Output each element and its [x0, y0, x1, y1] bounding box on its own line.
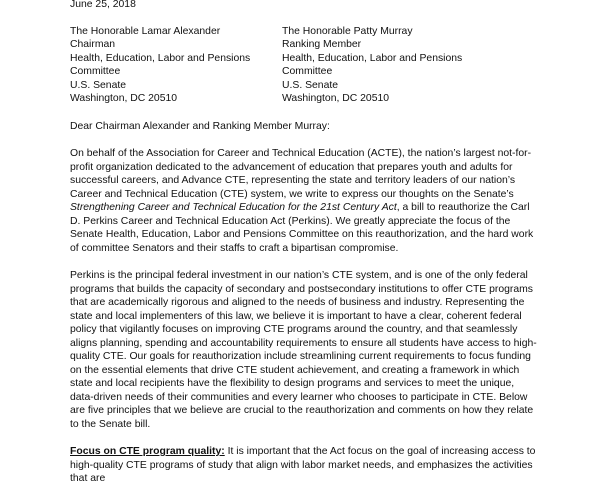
recipient-left-city: Washington, DC 20510 — [70, 93, 178, 104]
paragraph-intro — [70, 147, 538, 255]
recipient-right-committee: Health, Education, Labor and Pensions — [282, 52, 463, 64]
principle-body: It is important that the Act focus on the goal of increasing access to high-quality CTE programs of study that align with labor market needs, and emphasizes the activities that are — [70, 446, 536, 484]
recipient-right-name: The Honorable Patty Murray — [282, 25, 413, 37]
paragraph-intro-text-2: , a bill to reauthorize the Carl D. Perkins Career and Technical Education Act (Perkins). We greatly appreciate the focus of the Senate Health, Education, Labor and Pensions Committee on this reauthorization, and the hard work of committee Senators and their staffs to craft a bipartisan compromise. — [70, 202, 534, 254]
recipient-right-title: Ranking Member — [282, 39, 362, 50]
recipient-left — [70, 25, 282, 106]
salutation: Dear Chairman Alexander and Ranking Member Murray: — [70, 120, 330, 132]
recipient-block — [70, 25, 540, 106]
bill-title: Strengthening Career and Technical Education for the 21st Century Act — [70, 202, 397, 213]
paragraph-perkins: Perkins is the principal federal investment in our nation’s CTE system, and is one of the only federal programs that builds the capacity of secondary and postsecondary institutions to offer CTE programs that are academically rigorous and aligned to the needs of business and industry. Representing the state and local implementers of this law, we believe it is important to have a clear, coherent federal policy that vigilantly focuses on improving CTE programs around the country, and that seamlessly aligns planning, spending and accountability requirements to ensure all students have access to high-quality CTE. Our goals for reauthorization include streamlining current requirements to focus funding on the essential elements that drive CTE student achievement, and creating a framework in which state and local recipients have the flexibility to design programs and services to meet the unique, data-driven needs of their communities and every learner who chooses to participate in CTE. Below are five principles that we believe are crucial to the reauthorization and comments on how they relate to the Senate bill. — [70, 270, 537, 430]
recipient-left-committee-2: Committee — [70, 66, 121, 77]
recipient-left-title: Chairman — [70, 39, 116, 50]
recipient-left-name: The Honorable Lamar Alexander — [70, 25, 221, 37]
paragraph-intro-text: On behalf of the Association for Career and Technical Education (ACTE), the nation’s largest not-for-profit organization dedicated to the advancement of education that prepares youth and adults for successful careers, and Advance CTE, representing the state and territory leaders of our nation’s Career and Technical Education (CTE) system, we write to express our thoughts on the Senate’s — [70, 148, 532, 200]
letter-date: June 25, 2018 — [70, 0, 136, 10]
recipient-left-committee: Health, Education, Labor and Pensions — [70, 52, 251, 64]
recipient-right-committee-2: Committee — [282, 66, 333, 77]
letter-page — [70, 0, 540, 486]
recipient-left-senate: U.S. Senate — [70, 79, 127, 91]
principle-heading: Focus on CTE program quality: — [70, 446, 225, 457]
recipient-right — [282, 25, 540, 106]
recipient-right-city: Washington, DC 20510 — [282, 93, 390, 104]
paragraph-principle-1 — [70, 445, 538, 486]
recipient-right-senate: U.S. Senate — [282, 79, 339, 91]
